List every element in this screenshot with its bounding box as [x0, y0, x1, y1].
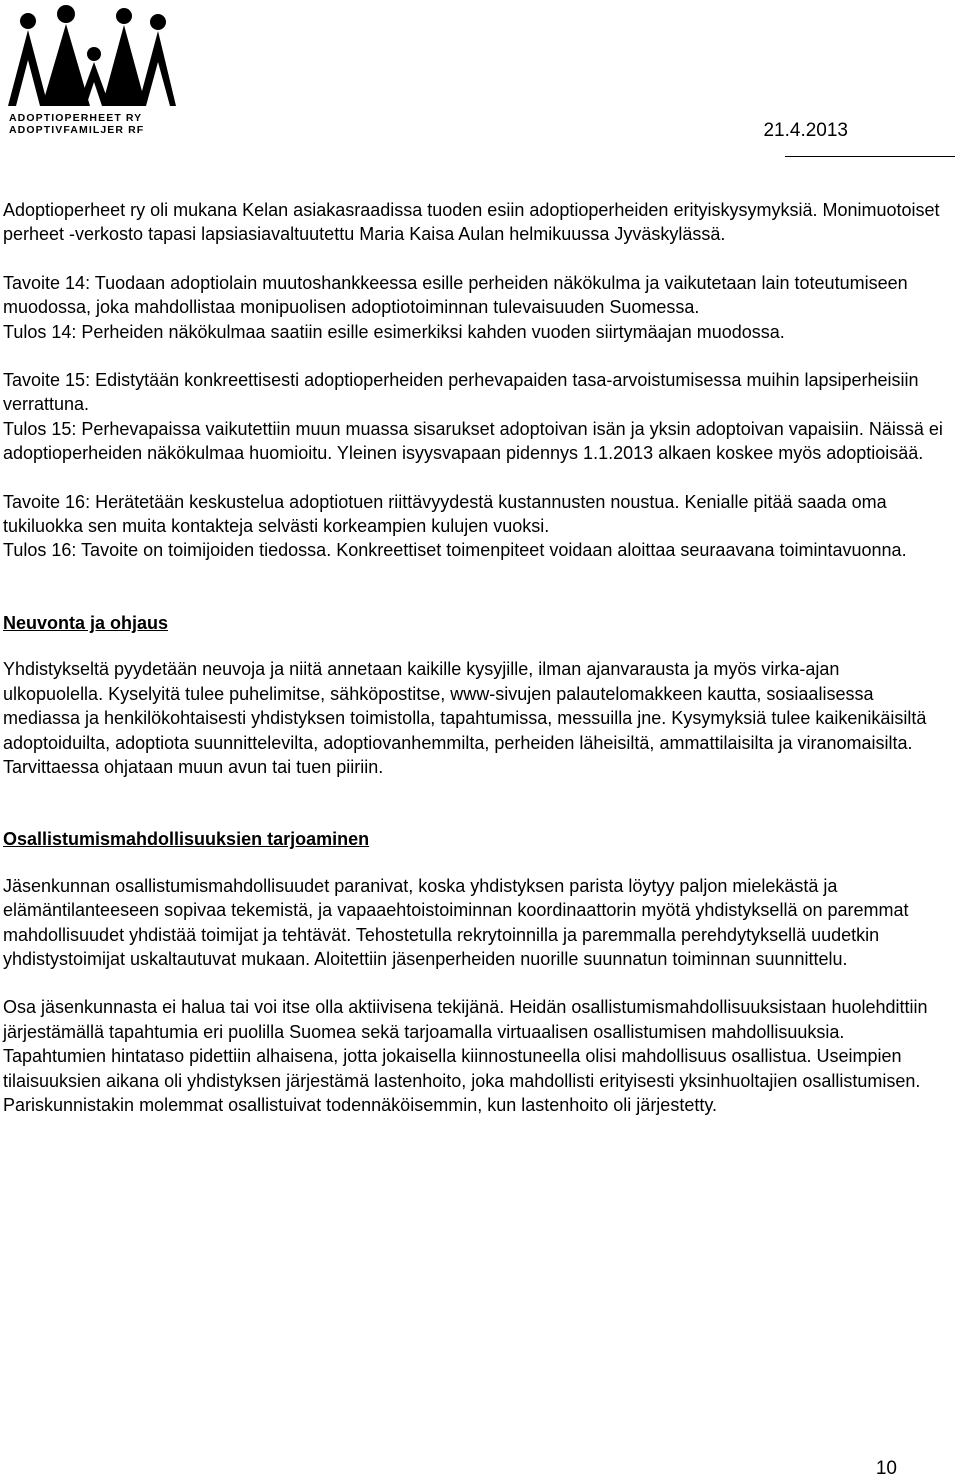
osallistumis-paragraph-1: Jäsenkunnan osallistumismahdollisuudet paranivat, koska yhdistyksen parista löytyy paljon mielekästä ja elämäntilanteeseen sopivaa tekemistä, ja vapaaehtoistoiminnan koordinaattorin myötä yhdistyksellä on paremmat mahdollisuudet yhdistää toimijat ja tehtävät. Tehostetulla rekrytoinnilla ja paremmalla perehdytyksellä uudetkin yhdistystoimijat uskaltautuvat mukaan. Aloitettiin jäsenperheiden nuorille suunnatun toiminnan suunnittelu. [3, 875, 909, 969]
document-body [3, 198, 943, 1117]
intro-paragraph: Adoptioperheet ry oli mukana Kelan asiakasraadissa tuoden esiin adoptioperheiden erityiskysymyksiä. Monimuotoiset perheet -verkosto tapasi lapsiasiavaltuutettu Maria Kaisa Aulan helmikuussa Jyväskylässä. [3, 200, 940, 245]
document-date: 21.4.2013 [763, 120, 848, 141]
section-heading-osallistumis: Osallistumismahdollisuuksien tarjoaminen [3, 829, 370, 850]
goal-15-text: : Edistytään konkreettisesti adoptioperheiden perhevapaiden tasa-arvoistumisessa muihin lapsiperheisiin verrattuna. [3, 370, 919, 415]
logo-text-line1: ADOPTIOPERHEET RY [9, 112, 143, 124]
osallistumis-paragraph-2: Osa jäsenkunnasta ei halua tai voi itse olla aktiivisena tekijänä. Heidän osallistumismahdollisuuksistaan huolehdittiin järjestämällä tapahtumia eri puolilla Suomea sekä tarjoamalla virtuaalisen osallistumisen mahdollisuuksia. Tapahtumien hintataso pidettiin alhaisena, jotta jokaisella kiinnostuneella olisi mahdollisuus osallistua. Useimpien tilaisuuksien aikana oli yhdistyksen järjestämä lastenhoito, joka mahdollisti erityisesti yksinhuoltajien osallistumisen. Pariskunnistakin molemmat osallistuivat todennäköisemmin, kun lastenhoito oli järjestetty. [3, 997, 928, 1115]
logo [6, 2, 176, 134]
section-heading-neuvonta: Neuvonta ja ohjaus [3, 612, 169, 633]
result-15-paragraph [3, 417, 943, 466]
result-15-label: Tulos 15 [3, 418, 72, 439]
goal-16-paragraph [3, 490, 943, 539]
result-16-paragraph [3, 538, 943, 562]
result-15-text: : Perhevapaissa vaikutettiin muun muassa sisarukset adoptoivan isän ja yksin adoptoivan vapaisiin. Näissä ei adoptioperheiden näkökulmaa huomioitu. Yleinen isyysvapaan pidennys 1.1.2013 alkaen koskee myös adoptioisää. [3, 418, 943, 464]
logo-figures-icon [6, 2, 176, 110]
goal-16-text: : Herätetään keskustelua adoptiotuen riittävyydestä kustannusten noustua. Kenialle pitää saada oma tukiluokka sen muita kontakteja selvästi korkeampien kulujen vuoksi. [3, 491, 887, 537]
goal-15-label: Tavoite 15 [3, 370, 86, 391]
goal-14-label: Tavoite 14 [3, 272, 86, 293]
result-14-label: Tulos 14 [3, 321, 72, 342]
goal-14-paragraph [3, 271, 943, 320]
page-number: 10 [875, 1458, 897, 1479]
result-14-text: : Perheiden näkökulmaa saatiin esille esimerkiksi kahden vuoden siirtymäajan muodossa. [71, 321, 785, 342]
result-16-text: : Tavoite on toimijoiden tiedossa. Konkreettiset toimenpiteet voidaan aloittaa seuraavana toimintavuonna. [71, 540, 907, 561]
neuvonta-paragraph: Yhdistykseltä pyydetään neuvoja ja niitä annetaan kaikille kysyjille, ilman ajanvarausta ja myös virka-ajan ulkopuolella. Kyselyitä tulee puhelimitse, sähköpostitse, www-sivujen palautelomakkeen kautta, sosiaalisessa mediassa ja henkilökohtaisesti yhdistyksen toimistolla, tapahtumissa, messuilla jne. Kysymyksiä tulee kaikenikäisiltä adoptoiduilta, adoptiota suunnittelevilta, adoptiovanhemmilta, perheiden läheisiltä, ammattilaisilta ja viranomaisilta. Tarvittaessa ohjataan muun avun tai tuen piiriin. [3, 659, 927, 777]
result-16-label: Tulos 16 [3, 540, 72, 561]
goal-14-text: : Tuodaan adoptiolain muutoshankkeessa esille perheiden näkökulma ja vaikutetaan lain toteutumiseen muodossa, joka mahdollistaa monipuolisen adoptiotoiminnan tulevaisuuden Suomessa. [3, 272, 908, 318]
logo-text-line2: ADOPTIVFAMILJER RF [9, 124, 145, 136]
header-rule [785, 156, 955, 157]
result-14-paragraph [3, 320, 943, 344]
goal-16-label: Tavoite 16 [3, 491, 86, 512]
goal-15-paragraph [3, 368, 943, 417]
